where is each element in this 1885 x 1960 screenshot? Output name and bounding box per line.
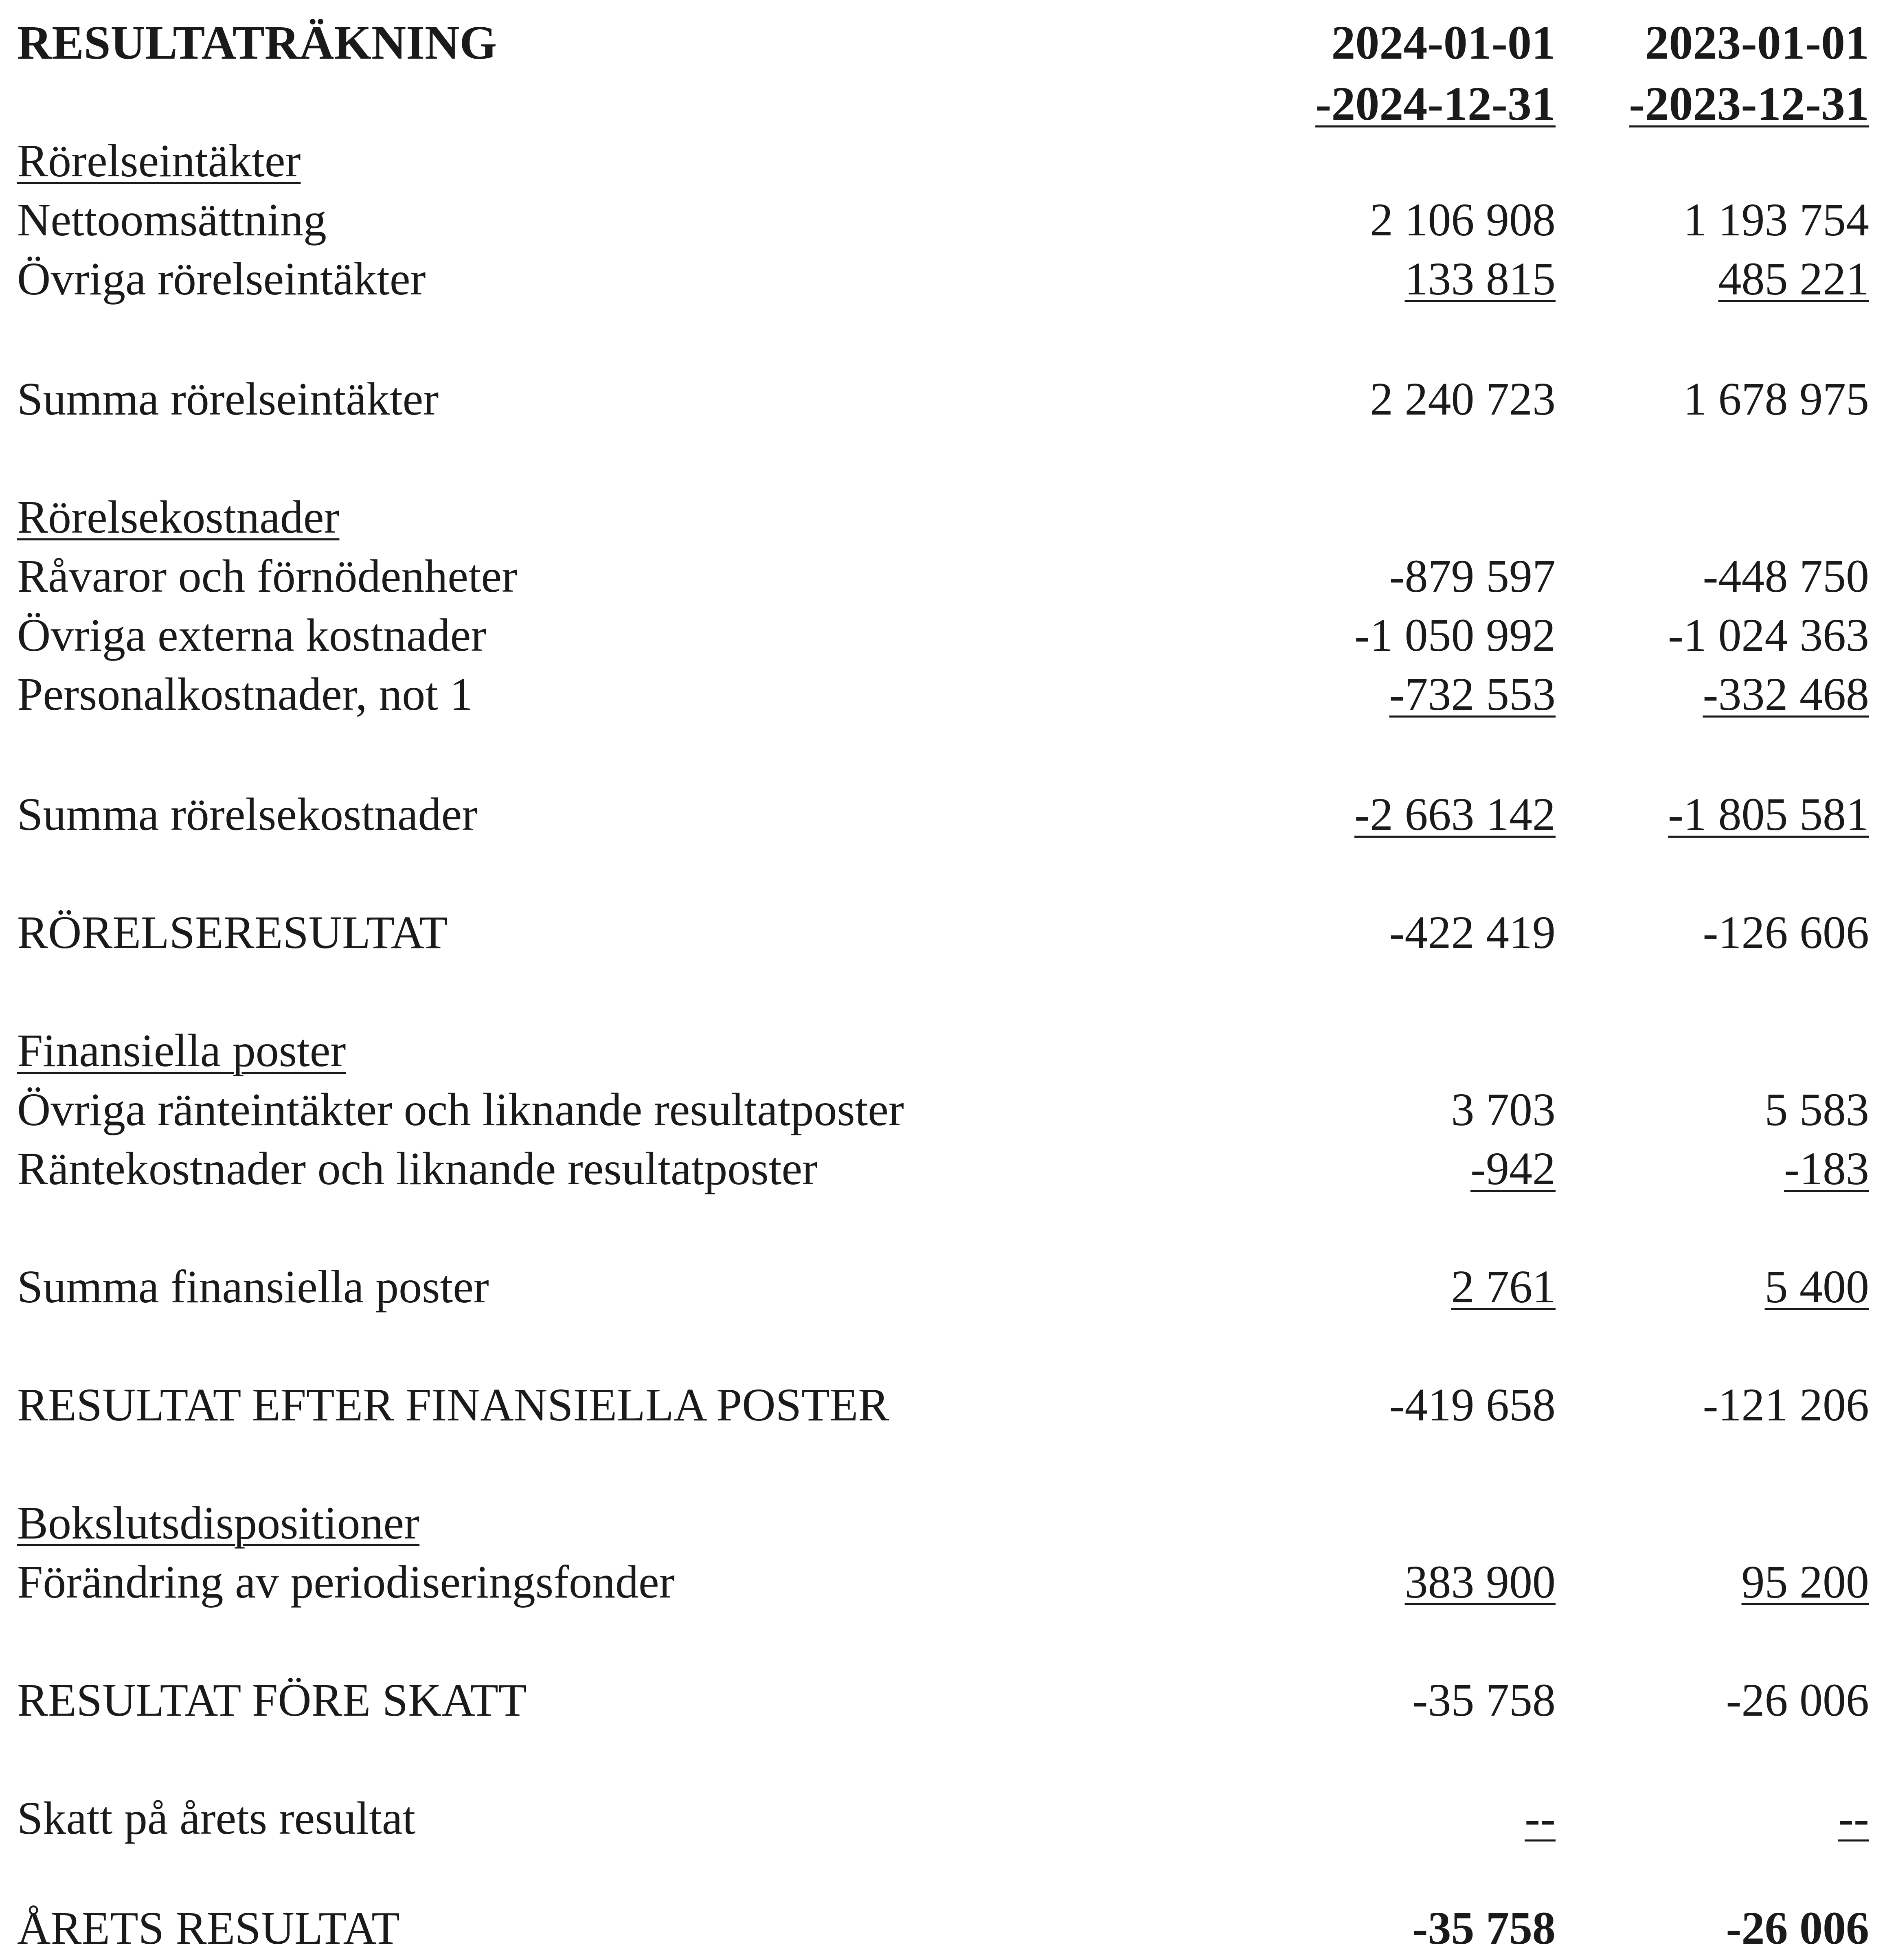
table-row: [0, 1670, 1885, 1731]
value-2023: -1 024 363: [1668, 609, 1869, 661]
row-label: Förändring av periodiseringsfonder: [17, 1556, 675, 1608]
document-title: RESULTATRÄKNING: [17, 16, 497, 69]
section-operating-income: [0, 130, 1885, 191]
table-row: [0, 1138, 1885, 1199]
row-label: Skatt på årets resultat: [17, 1792, 416, 1844]
value-2024: -942: [1470, 1143, 1556, 1194]
table-row: [0, 369, 1885, 430]
header-row-1: [0, 12, 1885, 73]
section-heading: Rörelsekostnader: [17, 491, 340, 543]
table-row: [0, 248, 1885, 309]
table-row: [0, 546, 1885, 607]
table-row: [0, 1079, 1885, 1140]
section-heading: Finansiella poster: [17, 1025, 346, 1076]
value-2024: -419 658: [1389, 1379, 1556, 1431]
row-label: Råvaror och förnödenheter: [17, 550, 518, 602]
value-2023: -126 606: [1703, 906, 1869, 958]
table-row: [0, 784, 1885, 845]
table-row: [0, 902, 1885, 963]
value-2023: -26 006: [1726, 1902, 1869, 1954]
value-2024: 2 761: [1451, 1261, 1556, 1313]
section-heading: Bokslutsdispositioner: [17, 1497, 420, 1549]
value-2023: -448 750: [1703, 550, 1869, 602]
header-row-2: [0, 73, 1885, 134]
value-2023: 95 200: [1741, 1556, 1869, 1608]
value-2024: 3 703: [1451, 1084, 1556, 1135]
column-2023-end: -2023-12-31: [1629, 77, 1869, 130]
section-appropriations: [0, 1492, 1885, 1554]
table-row: [0, 1552, 1885, 1613]
row-label: Summa finansiella poster: [17, 1261, 489, 1313]
value-2024: -35 758: [1412, 1902, 1556, 1954]
row-label: Nettoomsättning: [17, 194, 327, 246]
row-label: RESULTAT FÖRE SKATT: [17, 1674, 527, 1726]
table-row: [0, 1898, 1885, 1959]
value-2024: -879 597: [1389, 550, 1556, 602]
column-2024-end: -2024-12-31: [1315, 77, 1556, 130]
row-label: Övriga ränteintäkter och liknande resultatposter: [17, 1084, 904, 1135]
row-label: Summa rörelseintäkter: [17, 373, 439, 425]
value-2024: 2 106 908: [1370, 194, 1556, 246]
table-row: [0, 605, 1885, 666]
value-2023: -1 805 581: [1668, 788, 1869, 840]
value-2024: 2 240 723: [1370, 373, 1556, 425]
row-label: RESULTAT EFTER FINANSIELLA POSTER: [17, 1379, 889, 1431]
value-2023: 485 221: [1718, 253, 1869, 305]
value-2024: 133 815: [1404, 253, 1556, 305]
table-row: [0, 1256, 1885, 1317]
value-2023: 1 678 975: [1683, 373, 1869, 425]
row-label: RÖRELSERESULTAT: [17, 906, 448, 958]
value-2023: 1 193 754: [1683, 194, 1869, 246]
column-2023-start: 2023-01-01: [1645, 16, 1869, 69]
value-2024: -732 553: [1389, 668, 1556, 720]
value-2024: -1 050 992: [1354, 609, 1556, 661]
value-2023: 5 400: [1764, 1261, 1869, 1313]
value-2024: -35 758: [1412, 1674, 1556, 1726]
column-2024-start: 2024-01-01: [1331, 16, 1556, 69]
section-heading: Rörelseintäkter: [17, 135, 301, 187]
value-2023: -332 468: [1703, 668, 1869, 720]
value-2024: -2 663 142: [1354, 788, 1556, 840]
value-2023: --: [1838, 1792, 1869, 1844]
row-label: Summa rörelsekostnader: [17, 788, 478, 840]
value-2023: 5 583: [1764, 1084, 1869, 1135]
table-row: [0, 664, 1885, 725]
value-2023: -26 006: [1726, 1674, 1869, 1726]
row-label: Personalkostnader, not 1: [17, 668, 473, 720]
value-2023: -121 206: [1703, 1379, 1869, 1431]
value-2024: --: [1525, 1792, 1556, 1844]
section-operating-costs: [0, 487, 1885, 548]
row-label: Övriga externa kostnader: [17, 609, 487, 661]
row-label: Räntekostnader och liknande resultatposter: [17, 1143, 818, 1194]
row-label: Övriga rörelseintäkter: [17, 253, 426, 305]
table-row: [0, 189, 1885, 250]
row-label: ÅRETS RESULTAT: [17, 1902, 400, 1954]
table-row: [0, 1788, 1885, 1849]
section-financial: [0, 1020, 1885, 1081]
value-2024: -422 419: [1389, 906, 1556, 958]
value-2024: 383 900: [1404, 1556, 1556, 1608]
value-2023: -183: [1784, 1143, 1869, 1194]
table-row: [0, 1374, 1885, 1435]
